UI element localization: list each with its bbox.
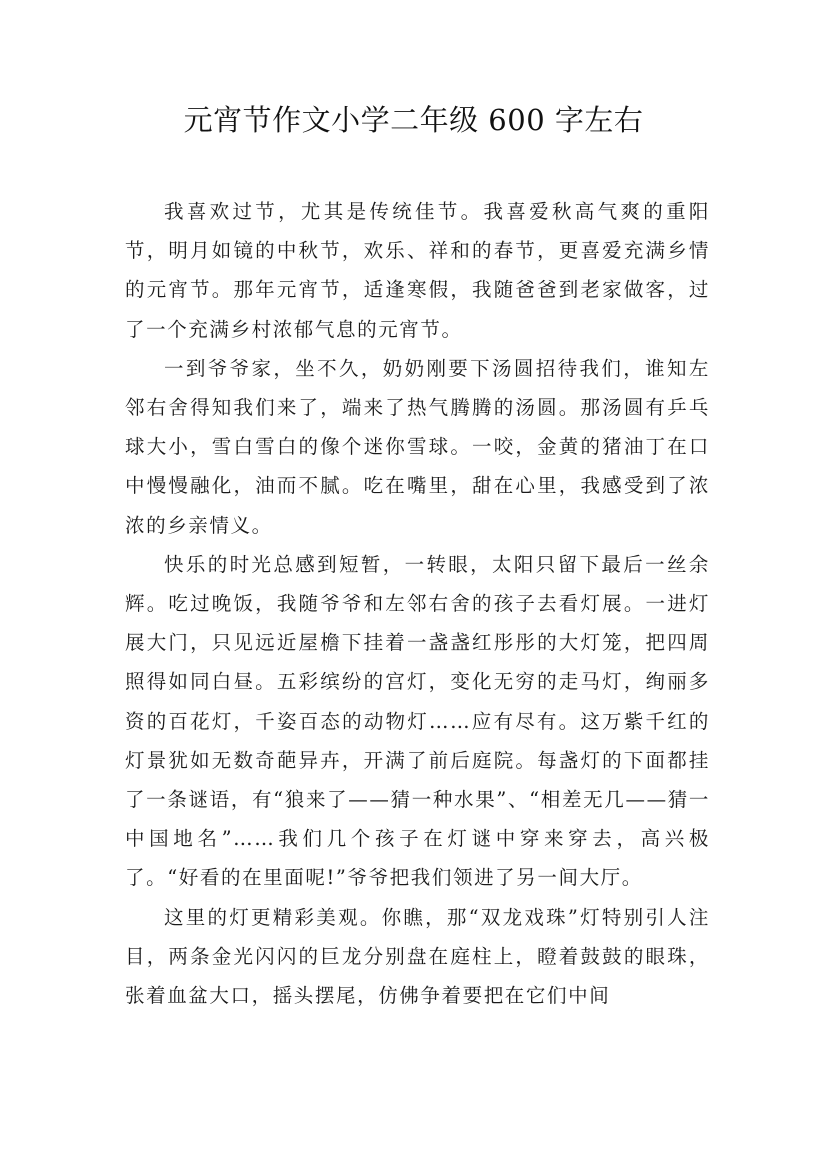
paragraph-4: 这里的灯更精彩美观。你瞧，那“双龙戏珠”灯特别引人注目，两条金光闪闪的巨龙分别盘在庭柱上，瞪着鼓鼓的眼珠，张着血盆大口，摇头摆尾，仿佛争着要把在它们中间: [125, 905, 710, 1008]
document-body: [125, 192, 710, 1015]
paragraph-3: 快乐的时光总感到短暂，一转眼，太阳只留下最后一丝余辉。吃过晚饭，我随爷爷和左邻右舍的孩子去看灯展。一进灯展大门，只见远近屋檐下挂着一盏盏红彤彤的大灯笼，把四周照得如同白昼。五彩缤纷的宫灯，变化无穷的走马灯，绚丽多资的百花灯，千姿百态的动物灯……应有尽有。这万紫千红的灯景犹如无数奇葩异卉，开满了前后庭院。每盏灯的下面都挂了一条谜语，有“狼来了——猜一种水果”、“相差无几——猜一中国地名”……我们几个孩子在灯谜中穿来穿去，高兴极了。“好看的在里面呢!”爷爷把我们领进了另一间大厅。: [125, 552, 710, 890]
paragraph-1: 我喜欢过节，尤其是传统佳节。我喜爱秋高气爽的重阳节，明月如镜的中秋节，欢乐、祥和的春节，更喜爱充满乡情的元宵节。那年元宵节，适逢寒假，我随爸爸到老家做客，过了一个充满乡村浓郁气息的元宵节。: [125, 200, 710, 341]
document-title: 元宵节作文小学二年级 600 字左右: [183, 103, 644, 137]
paragraph-2: 一到爷爷家，坐不久，奶奶刚要下汤圆招待我们，谁知左邻右舍得知我们来了，端来了热气腾腾的汤圆。那汤圆有乒乓球大小，雪白雪白的像个迷你雪球。一咬，金黄的猪油丁在口中慢慢融化，油而不腻。吃在嘴里，甜在心里，我感受到了浓浓的乡亲情义。: [125, 356, 710, 537]
